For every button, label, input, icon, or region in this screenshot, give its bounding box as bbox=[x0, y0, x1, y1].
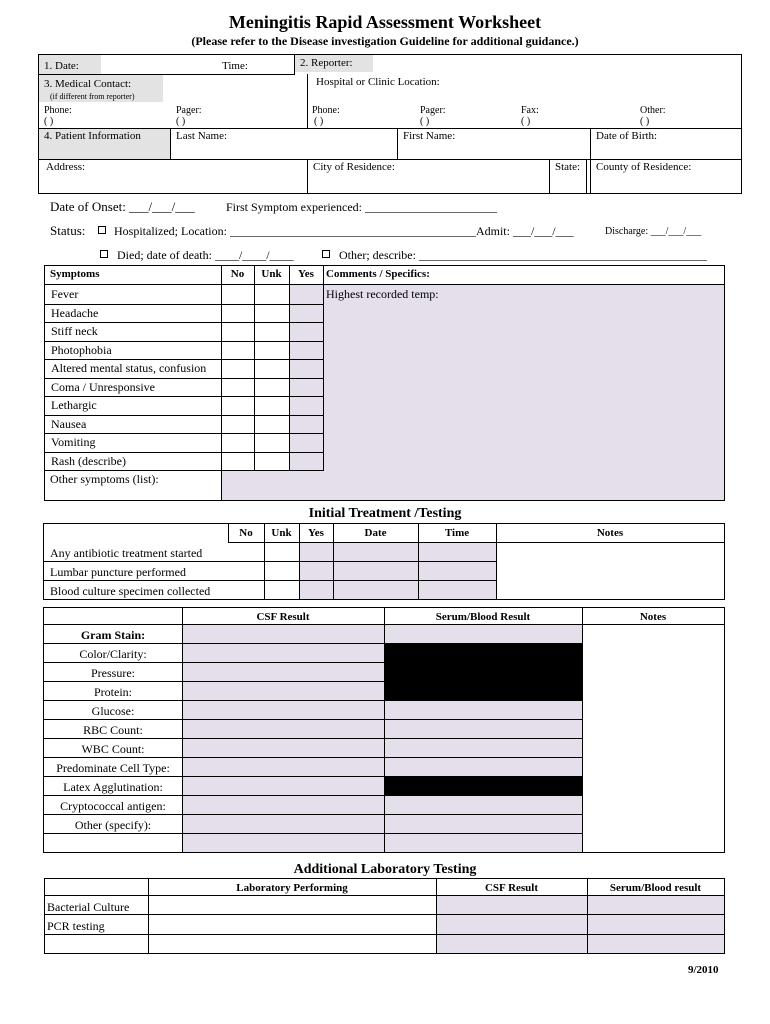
symptom-row-label: Headache bbox=[51, 306, 99, 320]
version-date: 9/2010 bbox=[688, 964, 719, 976]
treatment-unk-header: Unk bbox=[271, 527, 292, 539]
symptom-row-label: Stiff neck bbox=[51, 324, 98, 338]
symptom-row-label: Altered mental status, confusion bbox=[51, 361, 207, 375]
highest-temp-label: Highest recorded temp: bbox=[326, 287, 439, 301]
symptom-row-label: Vomiting bbox=[51, 435, 96, 449]
csf-row-label: Color/Clarity: bbox=[79, 647, 147, 661]
lab-performing-header: Laboratory Performing bbox=[236, 882, 348, 894]
state-label: State: bbox=[555, 161, 581, 173]
symptoms-unk-header: Unk bbox=[261, 268, 282, 280]
medical-contact-label: 3. Medical Contact: bbox=[44, 78, 132, 90]
treatment-yes-header: Yes bbox=[308, 527, 324, 539]
additional-title: Additional Laboratory Testing bbox=[293, 862, 477, 877]
symptoms-no-header: No bbox=[230, 268, 245, 280]
hospital-pager-paren: ( ) bbox=[420, 116, 430, 127]
hospital-phone-paren: ( ) bbox=[314, 116, 324, 127]
hospital-label: Hospital or Clinic Location: bbox=[316, 76, 440, 88]
other-status-checkbox[interactable] bbox=[322, 250, 330, 258]
additional-serum-header: Serum/Blood result bbox=[609, 882, 702, 894]
csf-row-label: Latex Agglutination: bbox=[63, 780, 163, 794]
csf-row-label: Cryptococcal antigen: bbox=[60, 799, 166, 813]
treatment-notes-header: Notes bbox=[596, 527, 624, 539]
first-symptom: First Symptom experienced: ______________________ bbox=[226, 200, 497, 214]
csf-row-label: WBC Count: bbox=[81, 742, 145, 756]
serum-blocked-latex bbox=[385, 777, 582, 796]
first-name-label: First Name: bbox=[403, 130, 456, 142]
additional-csf-header: CSF Result bbox=[484, 882, 539, 894]
symptoms-yes-header: Yes bbox=[298, 268, 314, 280]
discharge-label: Discharge: ___/___/___ bbox=[605, 226, 702, 237]
medical-contact-note: (if different from reporter) bbox=[50, 92, 135, 101]
status-label: Status: bbox=[50, 223, 86, 238]
serum-result-header: Serum/Blood Result bbox=[435, 611, 531, 623]
other-contact-label: Other: bbox=[640, 105, 666, 116]
csf-row-label: Other (specify): bbox=[74, 818, 152, 832]
fax-label: Fax: bbox=[521, 105, 539, 116]
symptom-row-label: Fever bbox=[51, 287, 79, 301]
page-title: Meningitis Rapid Assessment Worksheet bbox=[228, 12, 542, 32]
treatment-row-lumbar: Lumbar puncture performed bbox=[50, 565, 186, 579]
csf-row-label: RBC Count: bbox=[83, 723, 143, 737]
other-contact-paren: ( ) bbox=[640, 116, 650, 127]
died-checkbox[interactable] bbox=[100, 250, 108, 258]
last-name-label: Last Name: bbox=[176, 130, 228, 142]
hospitalized-checkbox[interactable] bbox=[98, 226, 106, 234]
treatment-time-header: Time bbox=[444, 527, 470, 539]
pcr-testing-label: PCR testing bbox=[47, 919, 105, 933]
patient-info-label: 4. Patient Information bbox=[44, 130, 141, 142]
symptom-row-label: Rash (describe) bbox=[51, 454, 126, 468]
died-label: Died; date of death: ____/____/____ bbox=[117, 248, 294, 262]
phone-label: Phone: bbox=[44, 105, 72, 116]
csf-row-label: Glucose: bbox=[91, 704, 135, 718]
page-subtitle: (Please refer to the Disease investigation Guideline for additional guidance.) bbox=[191, 34, 579, 48]
csf-row-label: Predominate Cell Type: bbox=[56, 761, 170, 775]
comments-header: Comments / Specifics: bbox=[326, 268, 430, 280]
address-label: Address: bbox=[46, 161, 86, 173]
symptoms-header: Symptoms bbox=[50, 268, 100, 280]
csf-row-label: Protein: bbox=[94, 685, 132, 699]
gram-stain-label: Gram Stain: bbox=[80, 628, 146, 642]
treatment-title: Initial Treatment /Testing bbox=[308, 506, 462, 521]
symptom-row-label: Coma / Unresponsive bbox=[51, 380, 155, 394]
treatment-row-antibiotic: Any antibiotic treatment started bbox=[50, 546, 203, 560]
symptom-row-label: Lethargic bbox=[51, 398, 97, 412]
fax-paren: ( ) bbox=[521, 116, 531, 127]
csf-result-header: CSF Result bbox=[256, 611, 310, 623]
csf-row-label: Pressure: bbox=[91, 666, 135, 680]
reporter-label: 2. Reporter: bbox=[300, 57, 353, 69]
csf-notes-header: Notes bbox=[639, 611, 667, 623]
hospital-phone-label: Phone: bbox=[312, 105, 340, 116]
serum-blocked-color-pressure-protein bbox=[385, 644, 582, 701]
hospital-pager-label: Pager: bbox=[420, 105, 446, 116]
symptom-row-label: Nausea bbox=[51, 417, 87, 431]
pager-paren: ( ) bbox=[176, 116, 186, 127]
time-label: Time: bbox=[222, 60, 248, 72]
treatment-no-header: No bbox=[239, 527, 253, 539]
symptom-row-label: Photophobia bbox=[51, 343, 112, 357]
pager-label: Pager: bbox=[176, 105, 202, 116]
dob-label: Date of Birth: bbox=[596, 130, 658, 142]
hospitalized-label: Hospitalized; Location: _________________________________________Admit: ___/___/___ bbox=[114, 224, 574, 238]
other-status-label: Other; describe: ________________________________________________ bbox=[339, 248, 707, 262]
bacterial-culture-label: Bacterial Culture bbox=[47, 900, 130, 914]
date-of-onset: Date of Onset: ___/___/___ bbox=[50, 199, 195, 214]
treatment-date-header: Date bbox=[364, 527, 387, 539]
date-label: 1. Date: bbox=[44, 60, 79, 72]
other-symptoms-label: Other symptoms (list): bbox=[50, 472, 159, 486]
city-label: City of Residence: bbox=[313, 161, 395, 173]
treatment-row-blood-culture: Blood culture specimen collected bbox=[50, 584, 211, 598]
county-label: County of Residence: bbox=[596, 161, 692, 173]
phone-paren: ( ) bbox=[44, 116, 54, 127]
